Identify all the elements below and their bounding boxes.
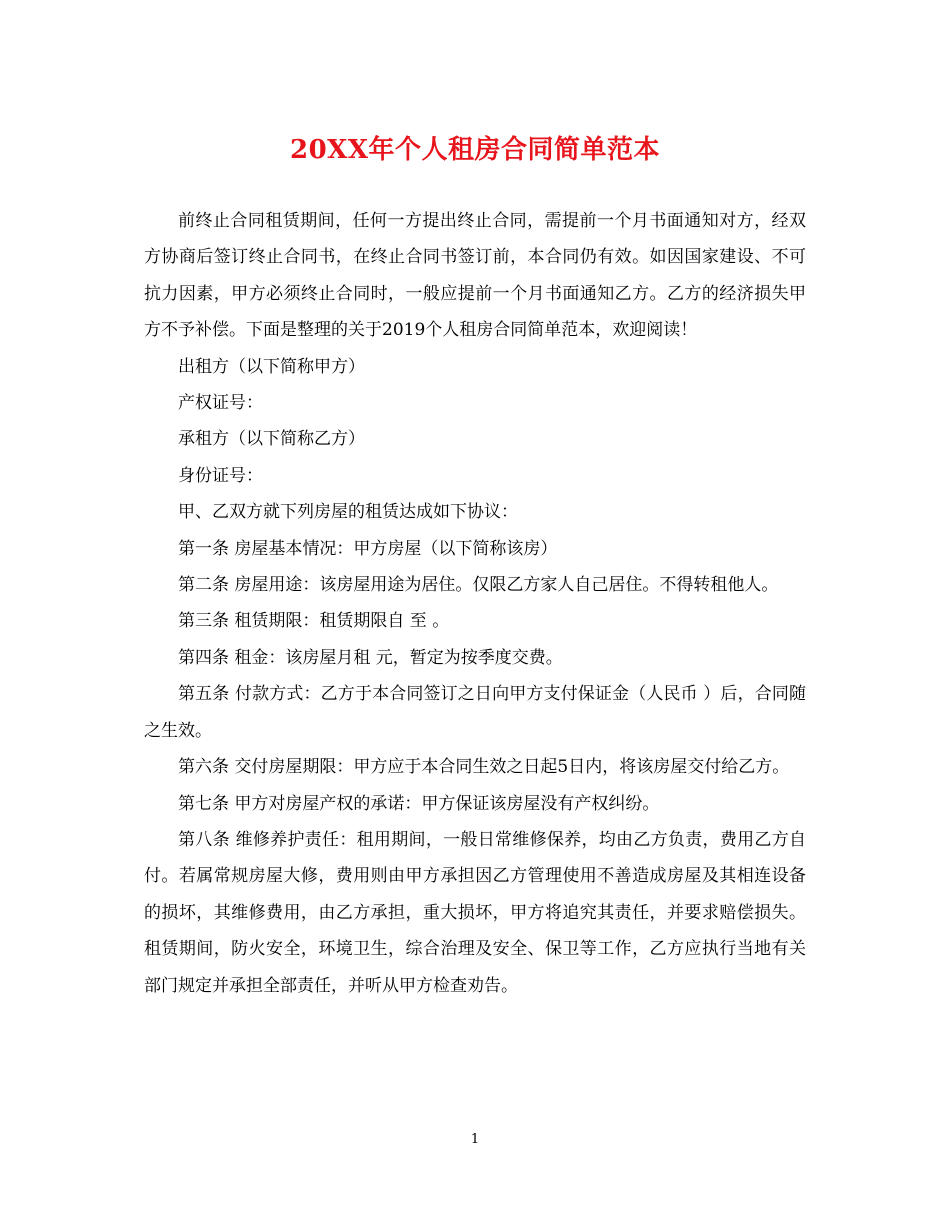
paragraph-article-8: 第八条 维修养护责任：租用期间，一般日常维修保养，均由乙方负责，费用乙方自付。若属常规房屋大修，费用则由甲方承担因乙方管理使用不善造成房屋及其相连设备的损坏，其维修费用，由乙方承担，重大损坏，甲方将追究其责任，并要求赔偿损失。租赁期间，防火安全，环境卫生，综合治理及安全、保卫等工作，乙方应执行当地有关部门规定并承担全部责任，并听从甲方检查劝告。 xyxy=(144,829,806,996)
paragraph-lessor: 出租方（以下简称甲方） xyxy=(178,356,365,377)
paragraph-agreement: 甲、乙双方就下列房屋的租赁达成如下协议： xyxy=(178,502,518,523)
paragraph-property-cert: 产权证号： xyxy=(178,393,263,414)
paragraph-article-2: 第二条 房屋用途：该房屋用途为居住。仅限乙方家人自己居住。不得转租他人。 xyxy=(178,575,779,596)
document-title: 20XX年个人租房合同简单范本 xyxy=(289,135,661,165)
paragraph-id-number: 身份证号： xyxy=(178,465,263,486)
paragraph-lessee: 承租方（以下简称乙方） xyxy=(178,429,365,450)
paragraph-article-3: 第三条 租赁期限：租赁期限自 至 。 xyxy=(178,611,450,632)
paragraph-article-6: 第六条 交付房屋期限：甲方应于本合同生效之日起5日内，将该房屋交付给乙方。 xyxy=(178,757,790,778)
document-body xyxy=(144,203,806,1004)
paragraph-article-4: 第四条 租金：该房屋月租 元，暂定为按季度交费。 xyxy=(178,647,563,668)
paragraph-article-7: 第七条 甲方对房屋产权的承诺：甲方保证该房屋没有产权纠纷。 xyxy=(178,793,660,814)
page-number: 1 xyxy=(470,1132,480,1147)
paragraph-article-5: 第五条 付款方式：乙方于本合同签订之日向甲方支付保证金（人民币 ）后，合同随之生效。 xyxy=(144,684,806,741)
paragraph-article-1: 第一条 房屋基本情况：甲方房屋（以下简称该房） xyxy=(178,538,558,559)
paragraph-intro: 前终止合同租赁期间，任何一方提出终止合同，需提前一个月书面通知对方，经双方协商后签订终止合同书，在终止合同书签订前，本合同仍有效。如因国家建设、不可抗力因素，甲方必须终止合同时，一般应提前一个月书面通知乙方。乙方的经济损失甲方不予补偿。下面是整理的关于2019个人租房合同简单范本，欢迎阅读！ xyxy=(144,211,806,341)
